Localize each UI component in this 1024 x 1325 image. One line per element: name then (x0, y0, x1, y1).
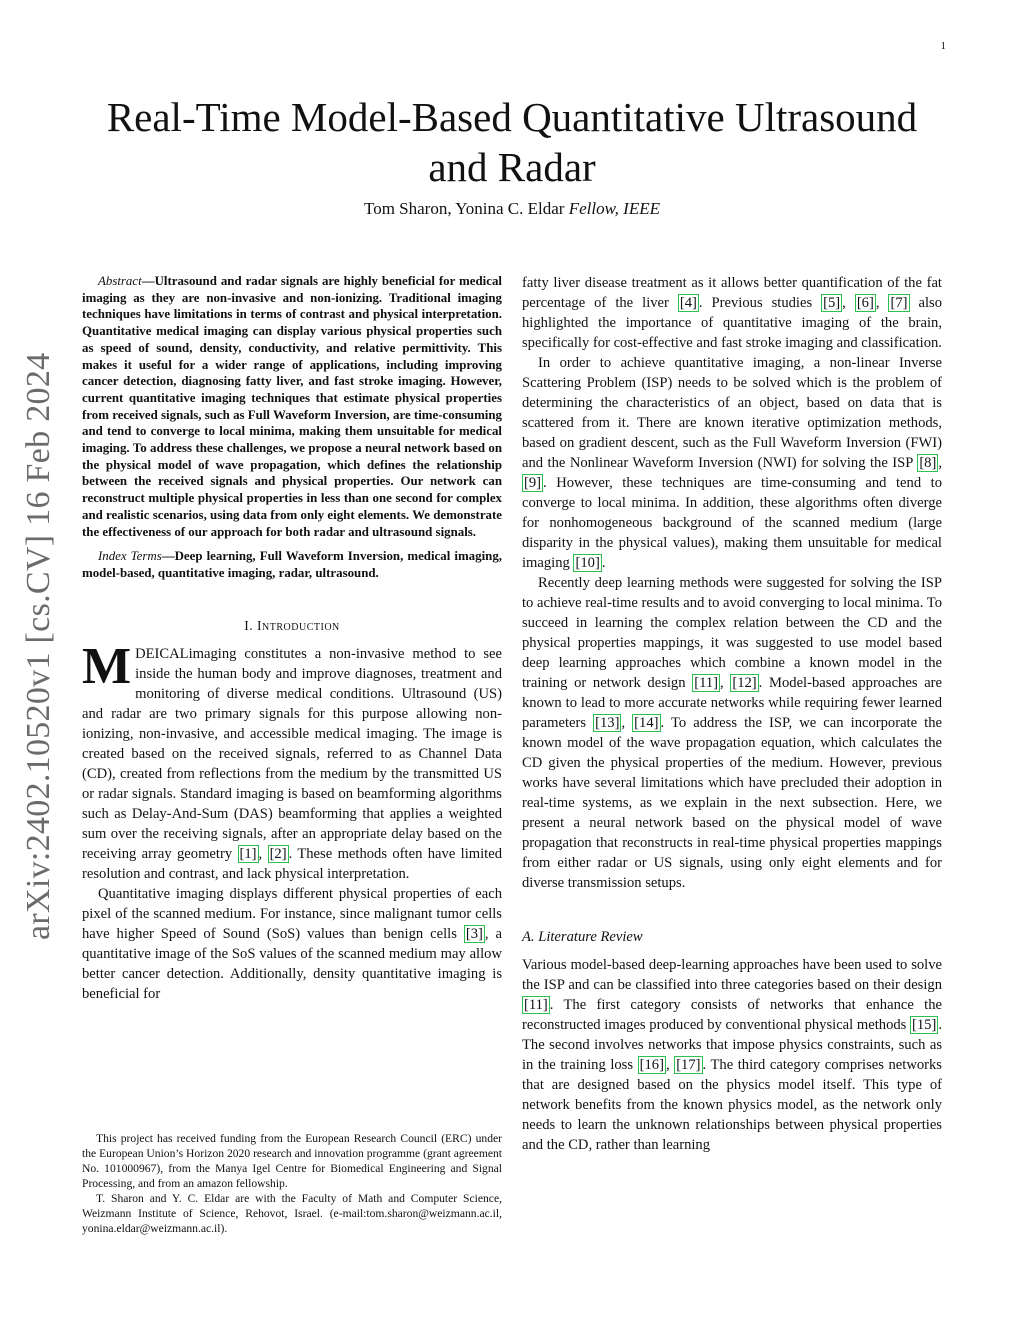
citation-separator: , (720, 675, 731, 691)
right-paragraph-3 (522, 573, 942, 893)
citation-link[interactable]: [15] (912, 1017, 937, 1033)
intro-p1-text-a: DEICALimaging constitutes a non-invasive method to see inside the human body and improve diagnoses, treatment and monitoring of diverse medical conditions. Ultrasound (US) and radar are two primary signals for this purpose allowing non-ionizing, non-invasive, and accessible medical imaging. The image is created based on the received signals, referred to as Channel Data (CD), created from reflections from the medium by the transmitted US or radar signals. Standard imaging is based on beamforming algorithms such as Delay-And-Sum (DAS) beamforming that applies a weighted sum over the receiving signals, after an appropriate delay based on the receiving array geometry (82, 645, 502, 862)
footnotes (82, 1131, 502, 1236)
text-run: . Previous studies (698, 295, 822, 311)
citation-link[interactable]: [11] (694, 675, 718, 691)
citation-separator: , (938, 455, 942, 471)
text-run: In order to achieve quantitative imaging, a non-linear Inverse Scattering Problem (ISP) needs to be solved which is the problem of determining the characteristics of an object, based on data that is scattered from it. There are known iterative optimization methods, based on gradient descent, such as the Full Waveform Inversion (FWI) and the Nonlinear Waveform Inversion (NWI) for solving the ISP (522, 355, 942, 471)
text-run: . The third category comprises networks that are designed based on the physics model itself. This type of network benefits from the known physics model, as the network only needs to learn the unknown relationships between physical properties and the CD, rather than learning (522, 1057, 942, 1153)
citation-link[interactable]: [2] (269, 845, 287, 862)
citation-link[interactable]: [17] (676, 1057, 701, 1073)
citation-link[interactable]: [4] (679, 295, 697, 311)
citation-link[interactable]: [6] (856, 295, 874, 311)
citation-link[interactable]: [1] (239, 845, 257, 862)
page-number: 1 (940, 40, 946, 52)
citation-link[interactable]: [10] (575, 555, 600, 571)
citation-link[interactable]: [3] (465, 925, 483, 942)
citation-separator: , (621, 715, 633, 731)
drop-cap: M (82, 637, 132, 695)
citation-separator: , (665, 1057, 675, 1073)
text-run: Recently deep learning methods were suggested for solving the ISP to achieve real-time results and to avoid converging to local minima. To succeed in learning the complex relation between the CD and the physical properties mappings, it was suggested to use model based deep learning approaches which combine a known model in the training or network design (522, 575, 942, 691)
arxiv-identifier: arXiv:2402.10520v1 [cs.CV] 16 Feb 2024 (20, 352, 57, 940)
footnote-affiliation: T. Sharon and Y. C. Eldar are with the Faculty of Math and Computer Science, Weizmann Institute of Science, Rehovot, Israel. (e-mail:tom.sharon@weizmann.ac.il, yonina.eldar@weizmann.ac.il). (82, 1192, 502, 1235)
section-number: I. (244, 617, 258, 633)
intro-paragraph-2 (82, 884, 502, 1004)
citation-link[interactable]: [14] (634, 715, 659, 731)
index-terms (82, 548, 502, 581)
index-terms-text: —Deep learning, Full Waveform Inversion, medical imaging, model-based, quantitative imaging, radar, ultrasound. (82, 549, 502, 580)
citation-link[interactable]: [16] (639, 1057, 664, 1073)
text-run: . To address the ISP, we can incorporate the known model of the wave propagation equation, which calculates the CD given the physical properties of the medium. However, previous works have several limitations which have precluded their adoption in real-time systems, as we explain in the next subsection. Here, we present a neural network based on the physical model of wave propagation that reconstructs in real-time physical properties mappings from either radar or US signals, using only eight elements and for diverse transmission setups. (522, 715, 943, 891)
author-fellow: Fellow, IEEE (568, 199, 660, 218)
text-run: . (601, 555, 606, 571)
abstract (82, 273, 502, 540)
citation-separator: , (842, 295, 855, 311)
text-run: . The second involves networks that impose physics constraints, such as in the training loss (522, 1017, 942, 1073)
text-run: fatty liver disease treatment as it allows better quantification of the fat percentage of the liver (522, 275, 942, 311)
paper-title (80, 92, 944, 192)
intro-p2-text-a: Quantitative imaging displays different physical properties of each pixel of the scanned medium. For instance, since malignant tumor cells have higher Speed of Sound (SoS) values than benign cells (82, 885, 502, 942)
right-paragraph-1 (522, 273, 942, 353)
author-names: Tom Sharon, Yonina C. Eldar (364, 199, 569, 218)
section-title: Introduction (257, 617, 340, 633)
section-heading-introduction (82, 616, 502, 636)
right-column (522, 273, 942, 1155)
citation-link[interactable]: [7] (890, 295, 908, 311)
citation-link[interactable]: [12] (732, 675, 757, 691)
paper-title-line-2: and Radar (428, 144, 596, 190)
subsection-heading-literature-review: A. Literature Review (522, 929, 643, 945)
text-run: . Model-based approaches are known to lead to more accurate networks while requiring fewer learned parameters (522, 675, 943, 731)
citation-separator: , (875, 295, 889, 311)
intro-p2-text-b: , a quantitative image of the SoS values of the scanned medium may allow better cancer detection. Additionally, density quantitative imaging is beneficial for (82, 925, 502, 1002)
authors (80, 199, 944, 219)
citation-link[interactable]: [9] (524, 475, 542, 491)
intro-p1-text-b: . These methods often have limited resolution and contrast, and lack physical interpretation. (82, 845, 503, 882)
right-paragraph-2 (522, 353, 942, 573)
text-run: . However, these techniques are time-consuming and tend to converge to local minima. In addition, these algorithms often diverge for nonhomogeneous background of the scanned medium (large disparity in the physical values), making them unsuitable for medical imaging (522, 475, 942, 571)
citation-link[interactable]: [11] (524, 997, 548, 1013)
index-terms-label: Index Terms (98, 549, 162, 564)
intro-paragraph-1 (82, 637, 503, 884)
paper-title-line-1: Real-Time Model-Based Quantitative Ultrasound (106, 94, 918, 140)
text-run: . The first category consists of networks that enhance the reconstructed images produced by conventional physical methods (522, 997, 942, 1033)
text-run: also highlighted the importance of quantitative imaging of the brain, specifically for cost-effective and fast stroke imaging and classification. (522, 295, 943, 351)
citation-separator: , (258, 845, 268, 862)
left-column (82, 273, 502, 1004)
footnote-funding: This project has received funding from the European Research Council (ERC) under the European Union’s Horizon 2020 research and innovation programme (grant agreement No. 101000967), from the Manya Igel Centre for Biomedical Engineering and Signal Processing, and from an amazon fellowship. (82, 1132, 502, 1190)
citation-link[interactable]: [13] (595, 715, 620, 731)
citation-link[interactable]: [8] (919, 455, 937, 471)
abstract-text: —Ultrasound and radar signals are highly beneficial for medical imaging as they are non-invasive and non-ionizing. Traditional imaging techniques have limitations in terms of contrast and physical interpretation. Quantitative medical imaging can display various physical properties such as speed of sound, density, conductivity, and relative permittivity. This makes it useful for a wider range of applications, including improving cancer detection, diagnosing fatty liver, and fast stroke imaging. However, current quantitative imaging techniques that estimate physical properties from received signals, such as Full Waveform Inversion, are time-consuming and tend to converge to local minima, making them unsuitable for medical imaging. To address these challenges, we propose a neural network based on the physical model of wave propagation, which defines the relationship between the received signals and physical properties. Our network can reconstruct multiple physical properties in less than one second for complex and realistic scenarios, using data from only eight elements. We demonstrate the effectiveness of our approach for both radar and ultrasound signals. (82, 274, 502, 539)
text-run: Various model-based deep-learning approaches have been used to solve the ISP and can be classified into three categories based on their design (522, 957, 942, 993)
abstract-label: Abstract (98, 274, 142, 288)
right-paragraph-4 (522, 955, 942, 1155)
citation-link[interactable]: [5] (823, 295, 841, 311)
